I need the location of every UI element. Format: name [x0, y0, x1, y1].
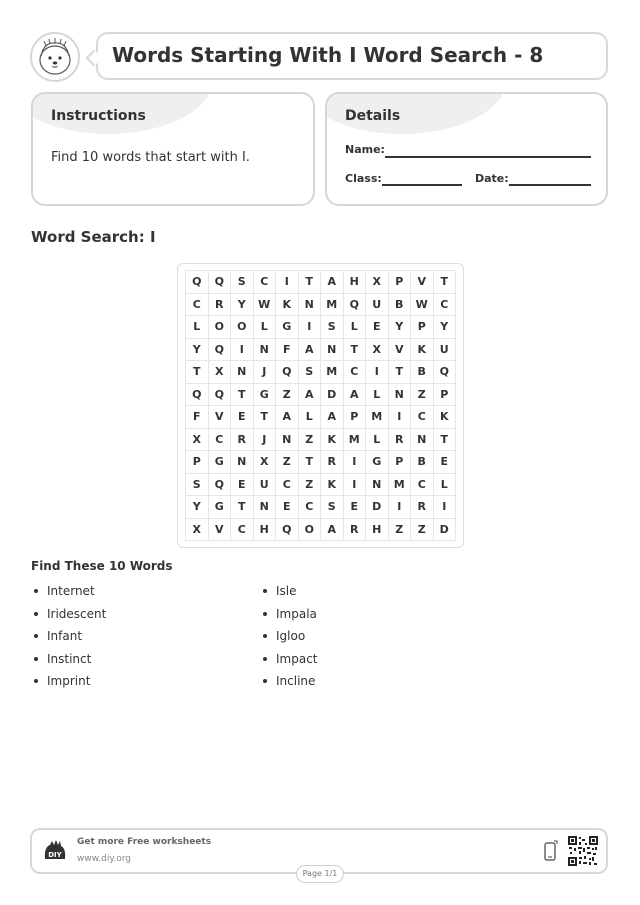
grid-cell[interactable]: N	[254, 339, 277, 362]
grid-cell[interactable]: K	[321, 429, 344, 452]
grid-cell[interactable]: J	[254, 429, 277, 452]
grid-cell[interactable]: K	[276, 294, 299, 317]
grid-cell[interactable]: U	[434, 339, 457, 362]
grid-cell[interactable]: X	[186, 429, 209, 452]
grid-cell[interactable]: P	[389, 271, 412, 294]
grid-cell[interactable]: A	[299, 339, 322, 362]
grid-cell[interactable]: A	[321, 271, 344, 294]
grid-cell[interactable]: G	[209, 496, 232, 519]
grid-cell[interactable]: B	[411, 361, 434, 384]
grid-cell[interactable]: C	[186, 294, 209, 317]
grid-cell[interactable]: L	[366, 429, 389, 452]
grid-cell[interactable]: X	[209, 361, 232, 384]
grid-cell[interactable]: E	[434, 451, 457, 474]
name-field[interactable]	[385, 156, 591, 158]
word-list-title: Find These 10 Words	[31, 559, 173, 573]
page-title: Words Starting With I Word Search - 8	[112, 43, 544, 67]
grid-cell[interactable]: L	[186, 316, 209, 339]
word-list-item: Isle	[260, 584, 318, 607]
logo-text: DIY	[48, 851, 62, 859]
word-list-item: Infant	[31, 629, 106, 652]
grid-cell[interactable]: Q	[209, 271, 232, 294]
grid-cell[interactable]: W	[411, 294, 434, 317]
grid-cell[interactable]: Q	[209, 339, 232, 362]
grid-cell[interactable]: E	[366, 316, 389, 339]
grid-cell[interactable]: I	[344, 474, 367, 497]
grid-cell[interactable]: C	[231, 519, 254, 542]
mascot-avatar-icon	[30, 32, 80, 82]
grid-cell[interactable]: A	[344, 384, 367, 407]
grid-cell[interactable]: P	[186, 451, 209, 474]
grid-cell[interactable]: L	[254, 316, 277, 339]
grid-cell[interactable]: R	[231, 429, 254, 452]
grid-cell[interactable]: C	[254, 271, 277, 294]
word-list-column-2	[260, 584, 318, 697]
grid-cell[interactable]: B	[389, 294, 412, 317]
grid-cell[interactable]: L	[434, 474, 457, 497]
grid-cell[interactable]: G	[366, 451, 389, 474]
grid-cell[interactable]: Z	[411, 384, 434, 407]
grid-cell[interactable]: Y	[186, 496, 209, 519]
qr-code-icon[interactable]	[568, 836, 598, 866]
date-label: Date:	[475, 172, 509, 185]
grid-cell[interactable]: O	[231, 316, 254, 339]
grid-cell[interactable]: C	[434, 294, 457, 317]
instructions-card	[31, 92, 315, 206]
grid-cell[interactable]: X	[254, 451, 277, 474]
grid-cell[interactable]: L	[366, 384, 389, 407]
grid-cell[interactable]: E	[344, 496, 367, 519]
grid-cell[interactable]: T	[434, 271, 457, 294]
grid-cell[interactable]: T	[231, 496, 254, 519]
details-card	[325, 92, 608, 206]
grid-cell[interactable]: M	[321, 294, 344, 317]
word-list-item: Impact	[260, 652, 318, 675]
grid-cell[interactable]: E	[276, 496, 299, 519]
grid-cell[interactable]: L	[299, 406, 322, 429]
grid-cell[interactable]: R	[209, 294, 232, 317]
grid-cell[interactable]: O	[209, 316, 232, 339]
date-field[interactable]	[509, 184, 591, 186]
grid-cell[interactable]: L	[344, 316, 367, 339]
grid-cell[interactable]: Q	[209, 474, 232, 497]
grid-cell[interactable]: K	[411, 339, 434, 362]
grid-cell[interactable]: C	[209, 429, 232, 452]
grid-cell[interactable]: Z	[276, 451, 299, 474]
grid-cell[interactable]: Q	[186, 384, 209, 407]
grid-cell[interactable]: Y	[434, 316, 457, 339]
word-list-item: Internet	[31, 584, 106, 607]
grid-cell[interactable]: Y	[231, 294, 254, 317]
grid-cell[interactable]: N	[254, 496, 277, 519]
class-field[interactable]	[382, 184, 462, 186]
word-list-item: Impala	[260, 607, 318, 630]
grid-cell[interactable]: T	[344, 339, 367, 362]
word-list-item: Iridescent	[31, 607, 106, 630]
grid-cell[interactable]: P	[389, 451, 412, 474]
word-list-item: Imprint	[31, 674, 106, 697]
grid-cell[interactable]: A	[299, 384, 322, 407]
grid-cell[interactable]: E	[231, 406, 254, 429]
word-list-column-1	[31, 584, 106, 697]
grid-cell[interactable]: N	[321, 339, 344, 362]
grid-cell[interactable]: O	[299, 519, 322, 542]
grid-cell[interactable]: R	[344, 519, 367, 542]
grid-cell[interactable]: P	[344, 406, 367, 429]
grid-cell[interactable]: I	[389, 406, 412, 429]
grid-cell[interactable]: T	[434, 429, 457, 452]
grid-cell[interactable]: T	[254, 406, 277, 429]
grid-cell[interactable]: N	[389, 384, 412, 407]
grid-cell[interactable]: M	[321, 361, 344, 384]
grid-cell[interactable]: Z	[299, 429, 322, 452]
name-label: Name:	[345, 143, 385, 156]
grid-cell[interactable]: D	[321, 384, 344, 407]
grid-cell[interactable]: S	[321, 496, 344, 519]
grid-cell[interactable]: C	[299, 496, 322, 519]
grid-cell[interactable]: D	[434, 519, 457, 542]
grid-cell[interactable]: D	[366, 496, 389, 519]
grid-cell[interactable]: I	[389, 496, 412, 519]
grid-cell[interactable]: V	[209, 519, 232, 542]
instructions-heading: Instructions	[51, 108, 146, 124]
grid-cell[interactable]: U	[254, 474, 277, 497]
grid-cell[interactable]: M	[344, 429, 367, 452]
grid-cell[interactable]: Z	[276, 384, 299, 407]
word-list-item: Instinct	[31, 652, 106, 675]
grid-cell[interactable]: Q	[209, 384, 232, 407]
grid-cell[interactable]: H	[344, 271, 367, 294]
phone-icon	[544, 840, 558, 862]
grid-cell[interactable]: Z	[411, 519, 434, 542]
grid-cell[interactable]: G	[276, 316, 299, 339]
grid-cell[interactable]: C	[411, 474, 434, 497]
grid-cell[interactable]: T	[186, 361, 209, 384]
grid-cell[interactable]: X	[186, 519, 209, 542]
grid-cell[interactable]: C	[411, 406, 434, 429]
grid-cell[interactable]: E	[231, 474, 254, 497]
class-label: Class:	[345, 172, 382, 185]
page-indicator: Page 1/1	[296, 865, 344, 883]
diy-logo-icon[interactable]	[42, 839, 68, 863]
grid-cell[interactable]: W	[254, 294, 277, 317]
grid-cell[interactable]: S	[186, 474, 209, 497]
grid-cell[interactable]: P	[434, 384, 457, 407]
grid-cell[interactable]: R	[411, 496, 434, 519]
title-banner	[96, 32, 608, 80]
grid-cell[interactable]: B	[411, 451, 434, 474]
grid-cell[interactable]: N	[411, 429, 434, 452]
word-list-item: Incline	[260, 674, 318, 697]
footer-url[interactable]: www.diy.org	[77, 854, 131, 864]
grid-cell[interactable]: M	[389, 474, 412, 497]
grid-cell[interactable]: N	[299, 294, 322, 317]
word-list-item: Igloo	[260, 629, 318, 652]
grid-cell[interactable]: P	[411, 316, 434, 339]
instructions-text: Find 10 words that start with I.	[51, 150, 250, 165]
grid-cell[interactable]: T	[389, 361, 412, 384]
grid-cell[interactable]: I	[344, 451, 367, 474]
grid-cell[interactable]: F	[276, 339, 299, 362]
grid-cell[interactable]: J	[254, 361, 277, 384]
grid-cell[interactable]: K	[434, 406, 457, 429]
grid-cell[interactable]: Y	[186, 339, 209, 362]
grid-cell[interactable]: U	[366, 294, 389, 317]
grid-cell[interactable]: I	[299, 316, 322, 339]
grid-cell[interactable]: T	[299, 451, 322, 474]
grid-cell[interactable]: I	[231, 339, 254, 362]
grid-cell[interactable]: Q	[344, 294, 367, 317]
grid-cell[interactable]: Y	[389, 316, 412, 339]
grid-cell[interactable]: T	[299, 271, 322, 294]
grid-cell[interactable]: I	[366, 361, 389, 384]
footer-promo-text: Get more Free worksheets	[77, 837, 212, 847]
grid-cell[interactable]: X	[366, 339, 389, 362]
grid-cell[interactable]: N	[276, 429, 299, 452]
grid-cell[interactable]: V	[209, 406, 232, 429]
grid-cell[interactable]: R	[321, 451, 344, 474]
grid-cell[interactable]: V	[389, 339, 412, 362]
grid-cell[interactable]: T	[231, 384, 254, 407]
grid-cell[interactable]: C	[344, 361, 367, 384]
grid-cell[interactable]: A	[276, 406, 299, 429]
grid-cell[interactable]: N	[231, 361, 254, 384]
word-search-grid	[185, 270, 456, 541]
grid-cell[interactable]: G	[254, 384, 277, 407]
grid-cell[interactable]: V	[411, 271, 434, 294]
grid-cell[interactable]: Q	[276, 519, 299, 542]
puzzle-title: Word Search: I	[31, 228, 156, 246]
grid-cell[interactable]: C	[276, 474, 299, 497]
grid-cell[interactable]: R	[389, 429, 412, 452]
grid-cell[interactable]: N	[366, 474, 389, 497]
grid-cell[interactable]: A	[321, 519, 344, 542]
grid-cell[interactable]: Z	[299, 474, 322, 497]
grid-cell[interactable]: S	[321, 316, 344, 339]
grid-cell[interactable]: S	[231, 271, 254, 294]
grid-cell[interactable]: S	[299, 361, 322, 384]
grid-cell[interactable]: Q	[434, 361, 457, 384]
grid-cell[interactable]: K	[321, 474, 344, 497]
grid-cell[interactable]: H	[366, 519, 389, 542]
grid-cell[interactable]: M	[366, 406, 389, 429]
grid-cell[interactable]: N	[231, 451, 254, 474]
grid-cell[interactable]: H	[254, 519, 277, 542]
grid-cell[interactable]: Q	[276, 361, 299, 384]
grid-cell[interactable]: Z	[389, 519, 412, 542]
grid-cell[interactable]: X	[366, 271, 389, 294]
grid-cell[interactable]: I	[276, 271, 299, 294]
grid-cell[interactable]: Q	[186, 271, 209, 294]
grid-cell[interactable]: I	[434, 496, 457, 519]
grid-cell[interactable]: F	[186, 406, 209, 429]
word-search-panel	[177, 263, 464, 548]
details-heading: Details	[345, 108, 401, 124]
grid-cell[interactable]: G	[209, 451, 232, 474]
grid-cell[interactable]: A	[321, 406, 344, 429]
